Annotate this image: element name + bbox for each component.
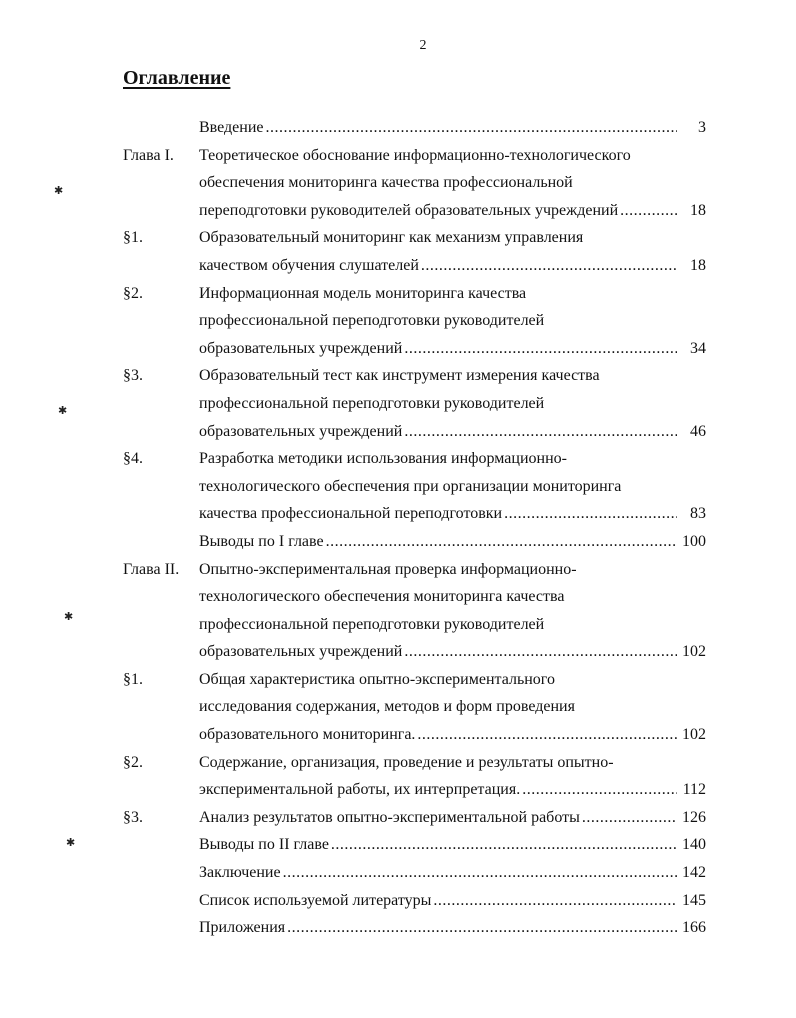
toc-entry-title-line: Анализ результатов опытно-экспериментальной работы (199, 808, 580, 826)
toc-entry (0, 114, 796, 142)
toc-entry-title (199, 749, 706, 804)
toc-entry-page: 18 (690, 256, 706, 274)
toc-entry-title-line: Теоретическое обоснование информационно-технологического (199, 146, 631, 164)
toc-entry-title-line: Опытно-экспериментальная проверка информационно- (199, 560, 577, 578)
toc-entry-title-line: Заключение (199, 864, 281, 882)
scan-speck: ✱ (58, 405, 68, 417)
toc-entry-label: §3. (123, 367, 143, 385)
toc-entry-final-line (199, 831, 706, 859)
toc-entry-title-line: технологического обеспечения при организации мониторинга (199, 477, 622, 495)
toc-entry (0, 362, 796, 445)
toc-entry-label: §4. (123, 450, 143, 468)
toc-entry (0, 142, 796, 225)
dot-leader (421, 252, 677, 280)
dot-leader (404, 418, 677, 446)
toc-entry-page: 126 (682, 808, 706, 826)
toc-entry-title-line: Образовательный мониторинг как механизм управления (199, 229, 584, 247)
toc-entry-title-line: переподготовки руководителей образовательных учреждений (199, 201, 619, 219)
toc-entry (0, 666, 796, 749)
toc-entry-final-line (199, 776, 706, 804)
toc-entry-final-line (199, 721, 706, 749)
toc-entry-label: §1. (123, 229, 143, 247)
toc-entry-title (199, 114, 706, 142)
toc-entry-page: 102 (682, 726, 706, 744)
toc-heading: Оглавление (123, 67, 231, 89)
toc-entry-page: 46 (690, 422, 706, 440)
toc-entry-page: 3 (698, 119, 706, 136)
toc-entry-label: §3. (123, 808, 143, 826)
dot-leader (504, 500, 677, 528)
toc-entry (0, 280, 796, 363)
toc-entry-page: 18 (690, 201, 706, 219)
toc-entry-label: §2. (123, 284, 143, 302)
toc-entry-title-line: профессиональной переподготовки руководителей (199, 312, 545, 330)
dot-leader (433, 887, 677, 915)
toc-entry-title (199, 142, 706, 225)
toc-entry-title (199, 528, 706, 556)
page-number: 2 (419, 38, 427, 53)
toc-entry-title-line: Образовательный тест как инструмент измерения качества (199, 367, 600, 385)
toc-entry-title-line: Выводы по II главе (199, 836, 329, 854)
toc-entry-title (199, 556, 706, 666)
toc-entry (0, 859, 796, 887)
toc-entry-final-line (199, 638, 706, 666)
scan-speck: ✱ (54, 185, 64, 197)
dot-leader (287, 914, 677, 942)
toc-entry-final-line (199, 114, 706, 142)
toc-entry-final-line (199, 252, 706, 280)
toc-entry-title-line: технологического обеспечения мониторинга качества (199, 588, 565, 606)
toc-entry (0, 804, 796, 832)
toc-entry-title-line: Выводы по I главе (199, 532, 324, 550)
toc-entry (0, 224, 796, 279)
toc-entry-title-line: Общая характеристика опытно-экспериментального (199, 670, 555, 688)
toc-entry-title-line: образовательных учреждений (199, 643, 403, 661)
toc-entry-title-line: экспериментальной работы, их интерпретация. (199, 781, 521, 799)
dot-leader (404, 335, 677, 363)
toc-entry-final-line (199, 500, 706, 528)
toc-entry-page: 142 (682, 864, 706, 882)
toc-entry-final-line (199, 335, 706, 363)
toc-entry-title-line: образовательных учреждений (199, 339, 403, 357)
scan-speck: ✱ (66, 837, 76, 849)
toc-entry-title (199, 666, 706, 749)
toc-entry-page: 145 (682, 891, 706, 909)
toc-entry (0, 887, 796, 915)
toc-entry-title-line: качеством обучения слушателей (199, 256, 419, 274)
toc-entry (0, 445, 796, 528)
toc-entry-title-line: профессиональной переподготовки руководителей (199, 394, 545, 412)
toc-entry-page: 34 (690, 339, 706, 357)
toc-entry-title-line: исследования содержания, методов и форм проведения (199, 698, 575, 716)
toc-entry-title-line: качества профессиональной переподготовки (199, 505, 503, 523)
dot-leader (582, 804, 677, 832)
toc-entry-final-line (199, 528, 706, 556)
toc-entry-title-line: образовательных учреждений (199, 422, 403, 440)
table-of-contents (0, 114, 796, 942)
dot-leader (266, 114, 678, 142)
dot-leader (326, 528, 677, 556)
toc-entry-page: 102 (682, 643, 706, 661)
toc-entry-title (199, 224, 706, 279)
toc-entry-label: Глава I. (123, 146, 174, 164)
toc-entry (0, 556, 796, 666)
toc-entry-title (199, 362, 706, 445)
toc-entry-final-line (199, 859, 706, 887)
toc-entry-title-line: Введение (199, 119, 264, 136)
toc-entry-label: §1. (123, 670, 143, 688)
scan-speck: ✱ (64, 611, 74, 623)
toc-entry-label: Глава II. (123, 560, 180, 578)
toc-entry (0, 914, 796, 942)
toc-entry-title-line: Информационная модель мониторинга качества (199, 284, 527, 302)
toc-entry-title (199, 859, 706, 887)
dot-leader (331, 831, 677, 859)
toc-entry-page: 112 (682, 781, 706, 799)
toc-entry-title (199, 831, 706, 859)
toc-entry-title (199, 804, 706, 832)
toc-entry (0, 528, 796, 556)
toc-entry-title-line: Разработка методики использования информационно- (199, 450, 567, 468)
toc-entry-title-line: Приложения (199, 919, 286, 937)
toc-entry-page: 140 (682, 836, 706, 854)
toc-entry-final-line (199, 914, 706, 942)
dot-leader (404, 638, 677, 666)
toc-entry-title-line: образовательного мониторинга. (199, 726, 416, 744)
toc-entry-title (199, 887, 706, 915)
toc-entry-final-line (199, 197, 706, 225)
toc-entry-final-line (199, 418, 706, 446)
toc-entry-label: §2. (123, 753, 143, 771)
dot-leader (283, 859, 677, 887)
dot-leader (417, 721, 677, 749)
toc-entry-title-line: профессиональной переподготовки руководителей (199, 615, 545, 633)
toc-entry-final-line (199, 804, 706, 832)
toc-entry-page: 166 (682, 919, 706, 937)
dot-leader (620, 197, 677, 225)
toc-entry (0, 831, 796, 859)
dot-leader (522, 776, 677, 804)
toc-entry-title-line: Список используемой литературы (199, 891, 432, 909)
toc-entry-title-line: обеспечения мониторинга качества профессиональной (199, 174, 573, 192)
toc-entry-final-line (199, 887, 706, 915)
toc-entry-title (199, 445, 706, 528)
toc-entry-title-line: Содержание, организация, проведение и результаты опытно- (199, 753, 614, 771)
toc-entry-page: 83 (690, 505, 706, 523)
toc-entry-page: 100 (682, 532, 706, 550)
toc-entry-title (199, 914, 706, 942)
toc-entry (0, 749, 796, 804)
toc-entry-title (199, 280, 706, 363)
